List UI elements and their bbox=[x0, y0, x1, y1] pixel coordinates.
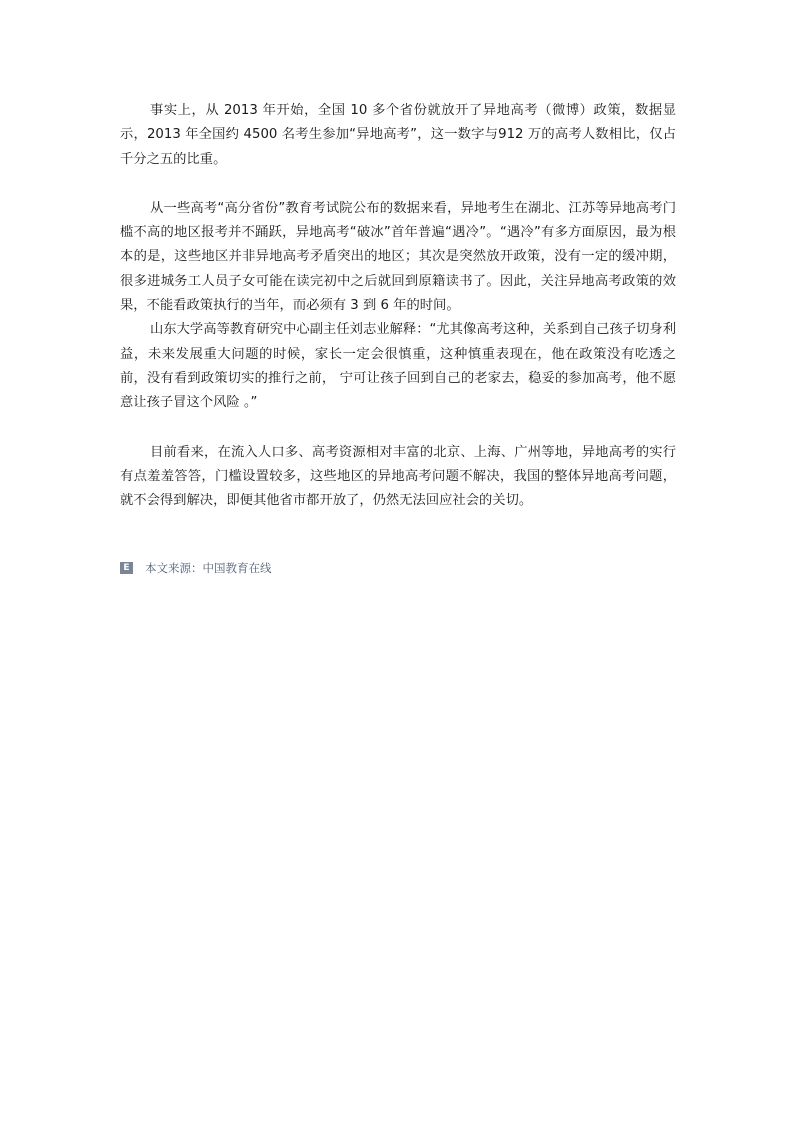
paragraph-3: 山东大学高等教育研究中心副主任刘志业解释：“尤其像高考这种，关系到自己孩子切身利益，未来发展重大问题的时候，家长一定会很慎重，这种慎重表现在，他在政策没有吃透之前，没有看到政策切实的推行之前， 宁可让孩子回到自己的老家去，稳妥的参加高考，他不愿意让孩子冒这个风险 。” bbox=[120, 322, 676, 411]
paragraph-1: 事实上，从 2013 年开始，全国 10 多个省份就放开了异地高考（微博）政策，数据显示，2013 年全国约 4500 名考生参加“异地高考”，这一数字与912 万的高考人数相比，仅占千分之五的比重。 bbox=[120, 103, 676, 167]
source-line bbox=[120, 560, 272, 576]
paragraph-gap bbox=[120, 172, 676, 197]
source-icon: E bbox=[120, 562, 133, 574]
paragraph-2: 从一些高考“高分省份”教育考试院公布的数据来看，异地考生在湖北、江苏等异地高考门槛不高的地区报考并不踊跃，异地高考“破冰”首年普遍“遇冷”。“遇冷”有多方面原因，最为根本的是，这些地区并非异地高考矛盾突出的地区；其次是突然放开政策，没有一定的缓冲期，很多进城务工人员子女可能在读完初中之后就回到原籍读书了。因此，关注异地高考政策的效果，不能看政策执行的当年，而必须有 3 到 6 年的时间。 bbox=[120, 200, 676, 314]
paragraph-4: 目前看来，在流入人口多、高考资源相对丰富的北京、上海、广州等地，异地高考的实行有点羞羞答答，门槛设置较多，这些地区的异地高考问题不解决，我国的整体异地高考问题，就不会得到解决，即便其他省市都开放了，仍然无法回应社会的关切。 bbox=[120, 444, 676, 509]
article-body bbox=[120, 99, 676, 513]
source-text: 本文来源：中国教育在线 bbox=[145, 561, 272, 575]
paragraph-gap bbox=[120, 416, 676, 441]
